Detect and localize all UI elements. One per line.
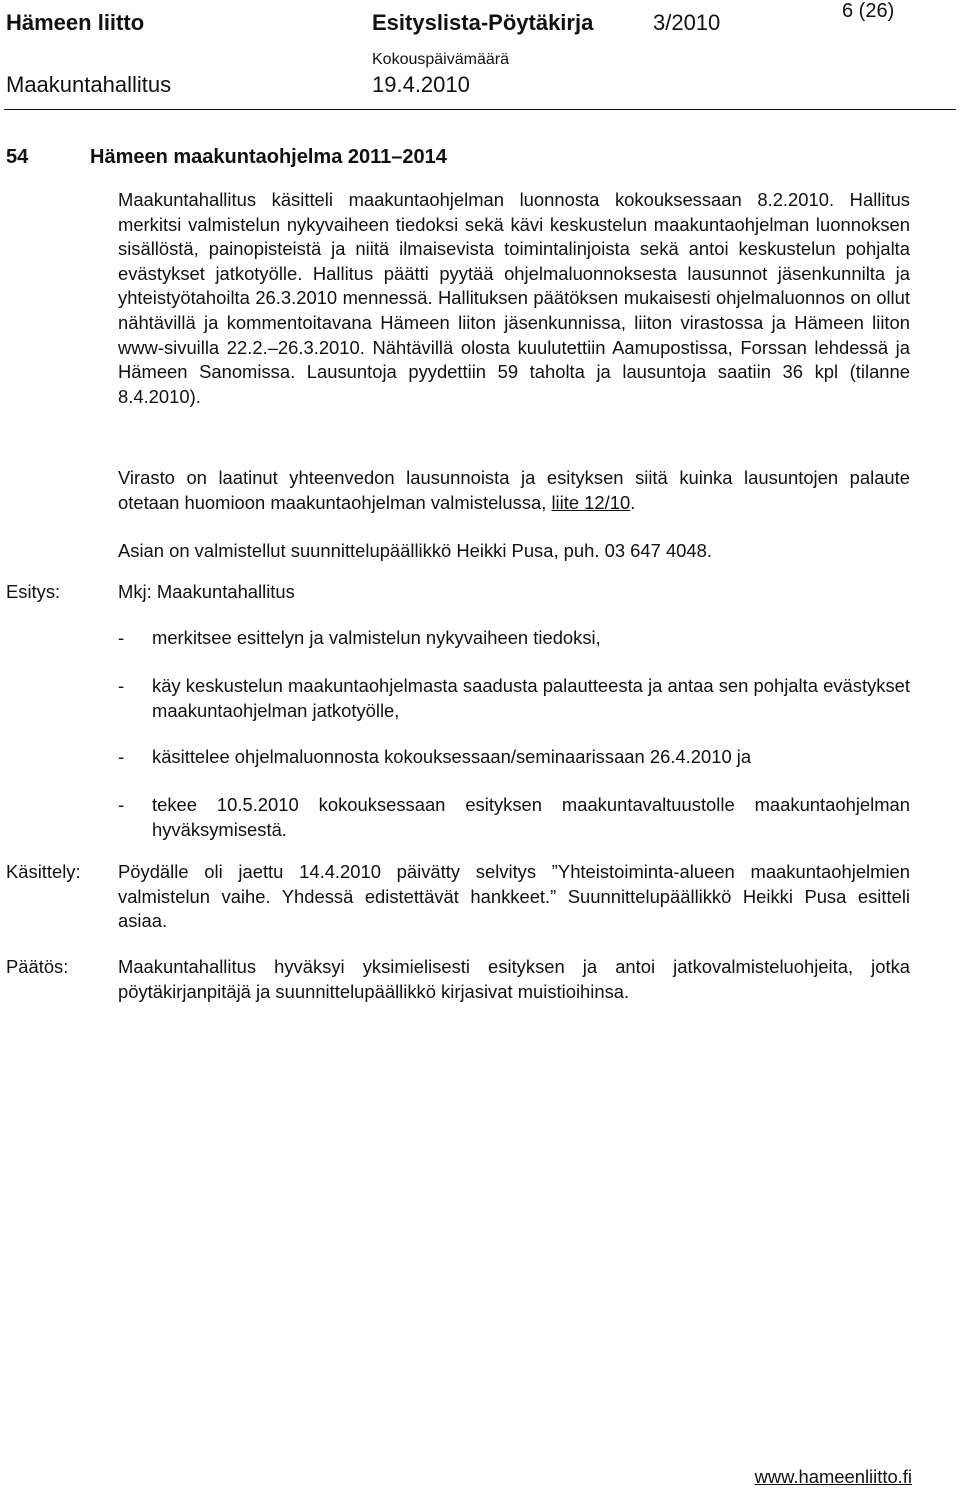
proposal-intro: Mkj: Maakuntahallitus xyxy=(118,581,295,602)
decision-text: Maakuntahallitus hyväksyi yksimielisesti esityksen ja antoi jatkovalmisteluohjeita, jotka pöytäkirjanpitäjä ja suunnittelupäällikkö kirjasivat muistioihinsa. xyxy=(118,956,910,1002)
meeting-date-label: Kokouspäivämäärä xyxy=(372,51,509,68)
summary-paragraph xyxy=(118,466,910,515)
item-title: Hämeen maakuntaohjelma 2011–2014 xyxy=(90,146,447,168)
organization-name: Hämeen liitto xyxy=(6,10,145,35)
attachment-link[interactable]: liite 12/10 xyxy=(551,491,631,513)
list-item xyxy=(118,793,910,842)
list-item xyxy=(118,626,910,651)
list-dash: - xyxy=(118,675,125,696)
list-item-text: käy keskustelun maakuntaohjelmasta saadusta palautteesta ja antaa sen pohjalta evästykset maakuntaohjelman jatkotyölle, xyxy=(152,675,910,721)
list-item-text: tekee 10.5.2010 kokouksessaan esityksen maakuntavaltuustolle maakuntaohjelman hyväksymisestä. xyxy=(152,794,910,840)
preparer-paragraph: Asian on valmistellut suunnittelupäällikkö Heikki Pusa, puh. 03 647 4048. xyxy=(118,540,712,561)
handling-label: Käsittely: xyxy=(6,861,81,882)
list-item xyxy=(118,674,910,723)
list-item-text: käsittelee ohjelmaluonnosta kokouksessaan/seminaarissaan 26.4.2010 ja xyxy=(152,746,752,767)
meeting-date: 19.4.2010 xyxy=(372,72,470,97)
item-number: 54 xyxy=(6,146,29,168)
decision-label: Päätös: xyxy=(6,956,69,977)
summary-end: . xyxy=(630,491,636,513)
header-divider xyxy=(4,109,956,110)
website-link[interactable]: www.hameenliitto.fi xyxy=(754,1466,912,1487)
list-dash: - xyxy=(118,627,125,648)
page-number: 6 (26) xyxy=(842,0,895,22)
summary-text: Virasto on laatinut yhteenvedon lausunnoista ja esityksen siitä kuinka lausuntojen palaute otetaan huomioon maakuntaohjelman valmistelussa, xyxy=(118,467,910,513)
list-dash: - xyxy=(118,746,125,767)
list-item-text: merkitsee esittelyn ja valmistelun nykyvaiheen tiedoksi, xyxy=(152,627,601,648)
background-paragraph: Maakuntahallitus käsitteli maakuntaohjelman luonnosta kokouksessaan 8.2.2010. Hallitus merkitsi valmistelun nykyvaiheen tiedoksi sekä kävi keskustelun maakuntaohjelman luonnoksen sisällöstä, painopisteistä ja niitä ilmaisevista toimintalinjoista sekä antoi keskustelun pohjalta evästykset jatkotyölle. Hallitus päätti pyytää ohjelmaluonnoksesta lausunnot jäsenkunnilta ja yhteistyötahoilta 26.3.2010 mennessä. Hallituksen päätöksen mukaisesti ohjelmaluonnos on ollut nähtävillä ja kommentoitavana Hämeen liiton jäsenkunnissa, liiton virastossa ja Hämeen liiton www-sivuilla 22.2.–26.3.2010. Nähtävillä olosta kuulutettiin Aamupostissa, Forssan lehdessä ja Hämeen Sanomissa. Lausuntoja pyydettiin 59 taholta ja lausuntoja saatiin 36 kpl (tilanne 8.4.2010). xyxy=(118,189,910,407)
document-number: 3/2010 xyxy=(653,10,721,35)
list-dash: - xyxy=(118,794,125,815)
proposal-label: Esitys: xyxy=(6,581,61,602)
committee-name: Maakuntahallitus xyxy=(6,72,172,97)
document-type: Esityslista-Pöytäkirja xyxy=(372,10,594,35)
handling-text: Pöydälle oli jaettu 14.4.2010 päivätty selvitys ”Yhteistoiminta-alueen maakuntaohjelmien valmistelun vaihe. Yhdessä edistettävät hankkeet.” Suunnittelupäällikkö Heikki Pusa esitteli asiaa. xyxy=(118,861,910,932)
item-heading xyxy=(6,146,447,169)
list-item xyxy=(118,745,910,770)
